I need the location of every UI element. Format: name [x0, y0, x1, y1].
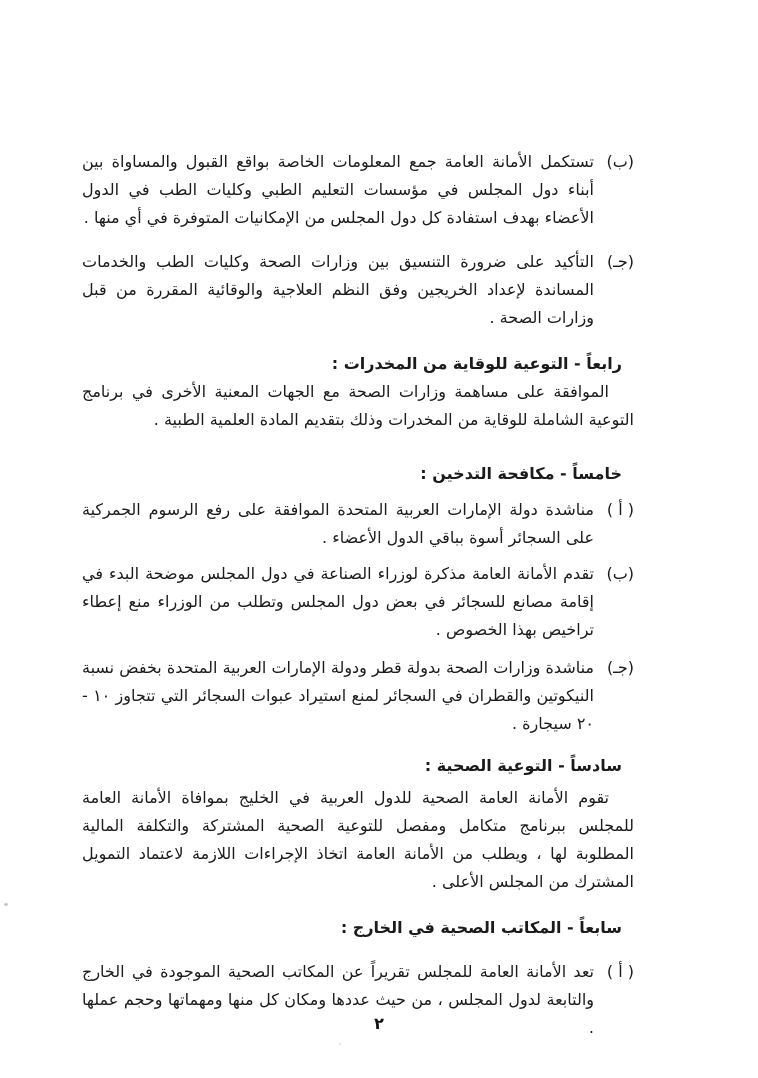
scan-speck — [4, 903, 8, 906]
section-heading-fifth-anti-smoking: خامساً - مكافحة التدخين : — [420, 464, 622, 483]
list-item-text: تعد الأمانة العامة للمجلس تقريراً عن المكاتب الصحية الموجودة في الخارج والتابعة لدول المجلس ، من حيث عددها ومكان كل منها ومهماتها وحجم عملها . — [82, 962, 594, 1037]
paragraph-drug-awareness: الموافقة على مساهمة وزارات الصحة مع الجهات المعنية الأخرى في برنامج التوعية الشاملة للوقاية من المخدرات وذلك بتقديم المادة العلمية الطبية . — [82, 382, 634, 429]
scan-speck — [339, 1043, 341, 1045]
list-item-marker: (جـ) — [606, 252, 634, 271]
list-item-b-medical-education — [82, 148, 634, 232]
section-heading-sixth-health-awareness: سادساً - التوعية الصحية : — [424, 756, 622, 775]
list-item-marker: (ب) — [606, 564, 634, 583]
list-item-j-coordination — [82, 248, 634, 332]
list-item-j-nicotine-reduction — [82, 654, 634, 738]
section-heading-seventh-health-offices-abroad: سابعاً - المكاتب الصحية في الخارج : — [340, 918, 622, 937]
list-item-text: تستكمل الأمانة العامة جمع المعلومات الخاصة بواقع القبول والمساواة بين أبناء دول المجلس في مؤسسات التعليم الطبي وكليات الطب في الدول الأعضاء بهدف استفادة كل دول المجلس من الإمكانيات المتوفرة في أي منها . — [82, 152, 594, 227]
list-item-a-uae-customs — [82, 496, 634, 552]
list-item-text: مناشدة دولة الإمارات العربية المتحدة الموافقة على رفع الرسوم الجمركية على السجائر أسوة بباقي الدول الأعضاء . — [82, 500, 594, 547]
list-item-text: مناشدة وزارات الصحة بدولة قطر ودولة الإمارات العربية المتحدة بخفض نسبة النيكوتين والقطران في السجائر لمنع استيراد عبوات السجائر التي تتجاوز ١٠ - ٢٠ سيجارة . — [82, 658, 594, 733]
page-number: ٢ — [374, 1014, 384, 1033]
list-item-marker: ( أ ) — [606, 962, 634, 981]
document-text-column — [82, 148, 634, 1042]
scan-speck — [88, 284, 90, 286]
list-item-text: تقدم الأمانة العامة مذكرة لوزراء الصناعة في دول المجلس موضحة البدء في إقامة مصانع للسجائر في بعض دول المجلس وتطلب من الوزراء منع إعطاء تراخيص بهذا الخصوص . — [82, 564, 594, 639]
list-item-text: التأكيد على ضرورة التنسيق بين وزارات الصحة وكليات الطب والخدمات المساندة لإعداد الخريجين وفق النظم العلاجية والوقائية المقررة من قبل وزارات الصحة . — [82, 252, 594, 327]
list-item-b-cigarette-factories — [82, 560, 634, 644]
section-heading-fourth-drug-awareness: رابعاً - التوعية للوقاية من المخدرات : — [331, 354, 622, 373]
list-item-marker: ( أ ) — [606, 500, 634, 519]
list-item-marker: (ب) — [606, 152, 634, 171]
list-item-marker: (جـ) — [606, 658, 634, 677]
paragraph-health-awareness: تقوم الأمانة العامة الصحية للدول العربية في الخليج بموافاة الأمانة العامة للمجلس ببرنامج متكامل ومفصل للتوعية الصحية المشتركة والتكلفة المالية المطلوبة لها ، ويطلب من الأمانة العامة اتخاذ الإجراءات اللازمة لاعتماد التمويل المشترك من المجلس الأعلى . — [82, 788, 634, 891]
